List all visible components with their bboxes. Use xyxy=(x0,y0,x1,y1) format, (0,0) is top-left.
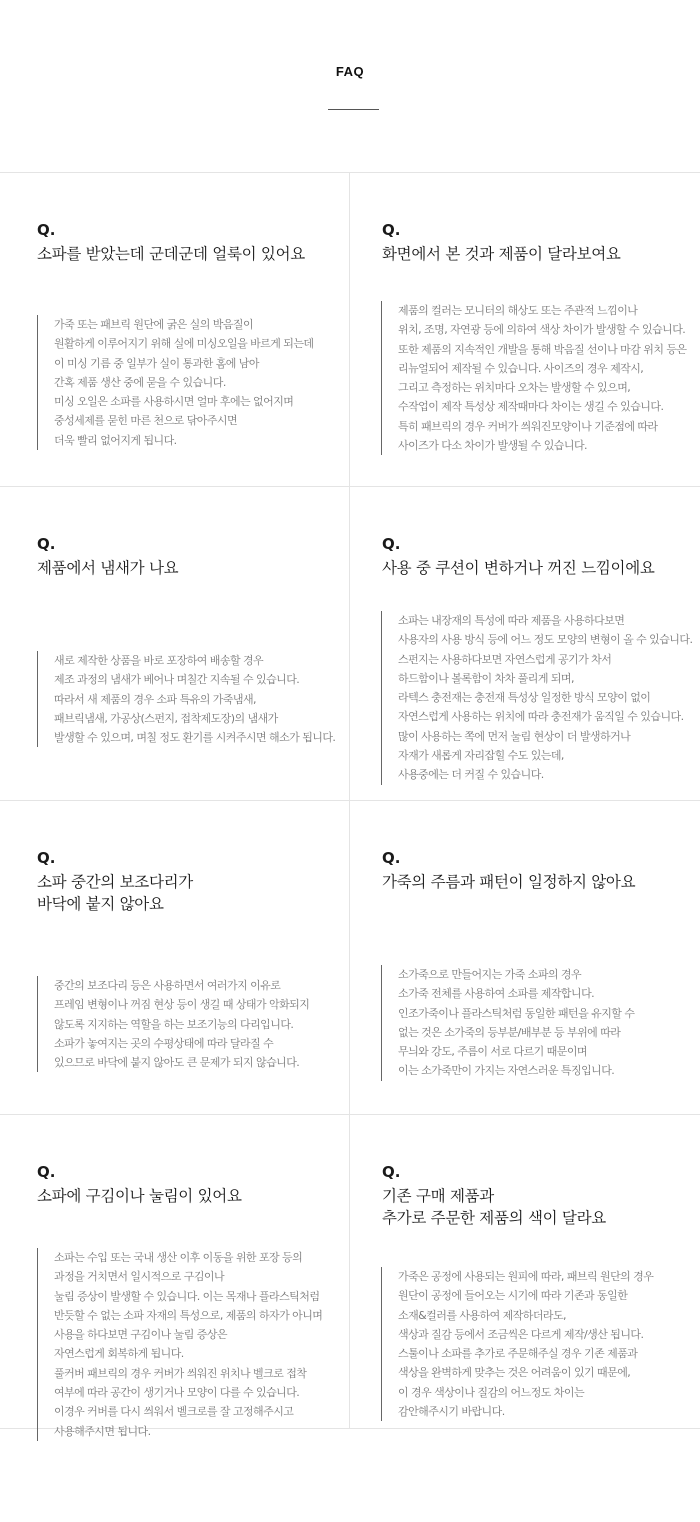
question-title: 소파에 구김이나 눌림이 있어요 xyxy=(37,1187,242,1205)
answer-text: 새로 제작한 상품을 바로 포장하여 배송할 경우 제조 과정의 냄새가 베어나 며칠간 지속될 수 있습니다. 따라서 새 제품의 경우 소파 특유의 가죽냄새, 패브릭냄새, 가공상(스펀지, 접착제도장)의 냄새가 발생할 수 있으며, 며칠 정도 환기를 시켜주시면 해소가 됩니다. xyxy=(37,651,343,747)
faq-row xyxy=(0,487,700,801)
faq-item xyxy=(0,173,350,486)
answer-text: 가죽 또는 패브릭 원단에 굵은 실의 박음질이 원활하게 이루어지기 위해 실에 미싱오일을 바르게 되는데 이 미싱 기름 중 일부가 실이 통과한 홈에 남아 간혹 제품 생산 중에 묻을 수 있습니다. 미싱 오일은 소파를 사용하시면 얼마 후에는 없어지며 중성세제를 묻힌 마른 천으로 닦아주시면 더욱 빨리 없어지게 됩니다. xyxy=(37,315,343,450)
answer-text: 소가죽으로 만들어지는 가죽 소파의 경우 소가죽 전체를 사용하여 소파를 제작합니다. 인조가죽이나 플라스틱처럼 동일한 패턴을 유지할 수 없는 것은 소가죽의 등부분/배부분 등 부위에 따라 무늬와 강도, 주름이 서로 다르기 때문이며 이는 소가죽만이 가지는 자연스러운 특징입니다. xyxy=(381,965,699,1081)
answer-text: 제품의 컬러는 모니터의 해상도 또는 주관적 느낌이나 위치, 조명, 자연광 등에 의하여 색상 차이가 발생할 수 있습니다. 또한 제품의 지속적인 개발을 통해 박음질 선이나 마감 위치 등은 리뉴얼되어 제작될 수 있습니다. 사이즈의 경우 제작시, 그리고 측정하는 위치마다 오차는 발생할 수 있으며, 수작업이 제작 특성상 제작때마다 차이는 생길 수 있습니다. 특히 패브릭의 경우 커버가 씌워진모양이나 기준점에 따라 사이즈가 다소 차이가 발생될 수 있습니다. xyxy=(381,301,699,455)
faq-item xyxy=(350,487,700,800)
question-title: 소파를 받았는데 군데군데 얼룩이 있어요 xyxy=(37,245,305,263)
question-title: 제품에서 냄새가 나요 xyxy=(37,559,179,577)
page-title: FAQ xyxy=(335,64,365,79)
faq-item xyxy=(350,1115,700,1428)
question-title: 화면에서 본 것과 제품이 달라보여요 xyxy=(382,245,621,263)
faq-item xyxy=(0,1115,350,1438)
question-mark: Q. xyxy=(382,849,401,867)
answer-text: 중간의 보조다리 등은 사용하면서 여러가지 이유로 프레임 변형이나 꺼짐 현상 등이 생길 때 상태가 악화되지 않도록 지지하는 역할을 하는 보조기능의 다리입니다. 소파가 놓여지는 곳의 수평상태에 따라 달라질 수 있으므로 바닥에 붙지 않아도 큰 문제가 되지 않습니다. xyxy=(37,976,343,1072)
answer-text: 가죽은 공정에 사용되는 원피에 따라, 패브릭 원단의 경우 원단이 공정에 들어오는 시기에 따라 기존과 동일한 소재&컬러를 사용하여 제작하더라도, 색상과 질감 등에서 조금씩은 다르게 제작/생산 됩니다. 스툴이나 소파를 추가로 주문해주실 경우 기존 제품과 색상을 완벽하게 맞추는 것은 어려움이 있기 때문에, 이 경우 색상이나 질감의 어느정도 차이는 감안해주시기 바랍니다. xyxy=(381,1267,699,1421)
question-mark: Q. xyxy=(382,535,401,553)
question-mark: Q. xyxy=(37,535,56,553)
question-mark: Q. xyxy=(37,221,56,239)
faq-item xyxy=(350,173,700,486)
answer-text: 소파는 내장재의 특성에 따라 제품을 사용하다보면 사용자의 사용 방식 등에 어느 정도 모양의 변형이 올 수 있습니다. 스펀지는 사용하다보면 자연스럽게 공기가 차서 하드함이나 볼록함이 차차 풀리게 되며, 라텍스 충전재는 충전재 특성상 일정한 방식 모양이 없이 자연스럽게 사용하는 위치에 따라 충전재가 움직일 수 있습니다. 많이 사용하는 쪽에 먼저 눌림 현상이 더 발생하거나 자재가 새롭게 자리잡힐 수도 있는데, 사용중에는 더 커질 수 있습니다. xyxy=(381,611,699,785)
faq-item xyxy=(0,801,350,1114)
faq-row xyxy=(0,1115,700,1438)
title-underline xyxy=(328,109,379,110)
faq-item xyxy=(350,801,700,1114)
faq-header xyxy=(0,0,700,172)
question-mark: Q. xyxy=(382,221,401,239)
question-title: 사용 중 쿠션이 변하거나 꺼진 느낌이에요 xyxy=(382,559,655,577)
faq-row xyxy=(0,173,700,487)
faq-grid xyxy=(0,172,700,1438)
question-title: 가죽의 주름과 패턴이 일정하지 않아요 xyxy=(382,873,636,891)
faq-row xyxy=(0,801,700,1115)
faq-item xyxy=(0,487,350,800)
question-title: 기존 구매 제품과 추가로 주문한 제품의 색이 달라요 xyxy=(382,1187,606,1227)
question-mark: Q. xyxy=(37,849,56,867)
question-title: 소파 중간의 보조다리가 바닥에 붙지 않아요 xyxy=(37,873,193,913)
question-mark: Q. xyxy=(37,1163,56,1181)
question-mark: Q. xyxy=(382,1163,401,1181)
answer-text: 소파는 수입 또는 국내 생산 이후 이동을 위한 포장 등의 과정을 거치면서 일시적으로 구김이나 눌림 증상이 발생할 수 있습니다. 이는 목재나 플라스틱처럼 반듯할 수 없는 소파 자재의 특성으로, 제품의 하자가 아니며 사용을 하다보면 구김이나 눌림 증상은 자연스럽게 회복하게 됩니다. 풀커버 패브릭의 경우 커버가 씌워진 위치나 벨크로 접착 여부에 따라 공간이 생기거나 모양이 다를 수 있습니다. 이경우 커버를 다시 씌워서 벨크로를 잘 고정해주시고 사용해주시면 됩니다. xyxy=(37,1248,343,1441)
